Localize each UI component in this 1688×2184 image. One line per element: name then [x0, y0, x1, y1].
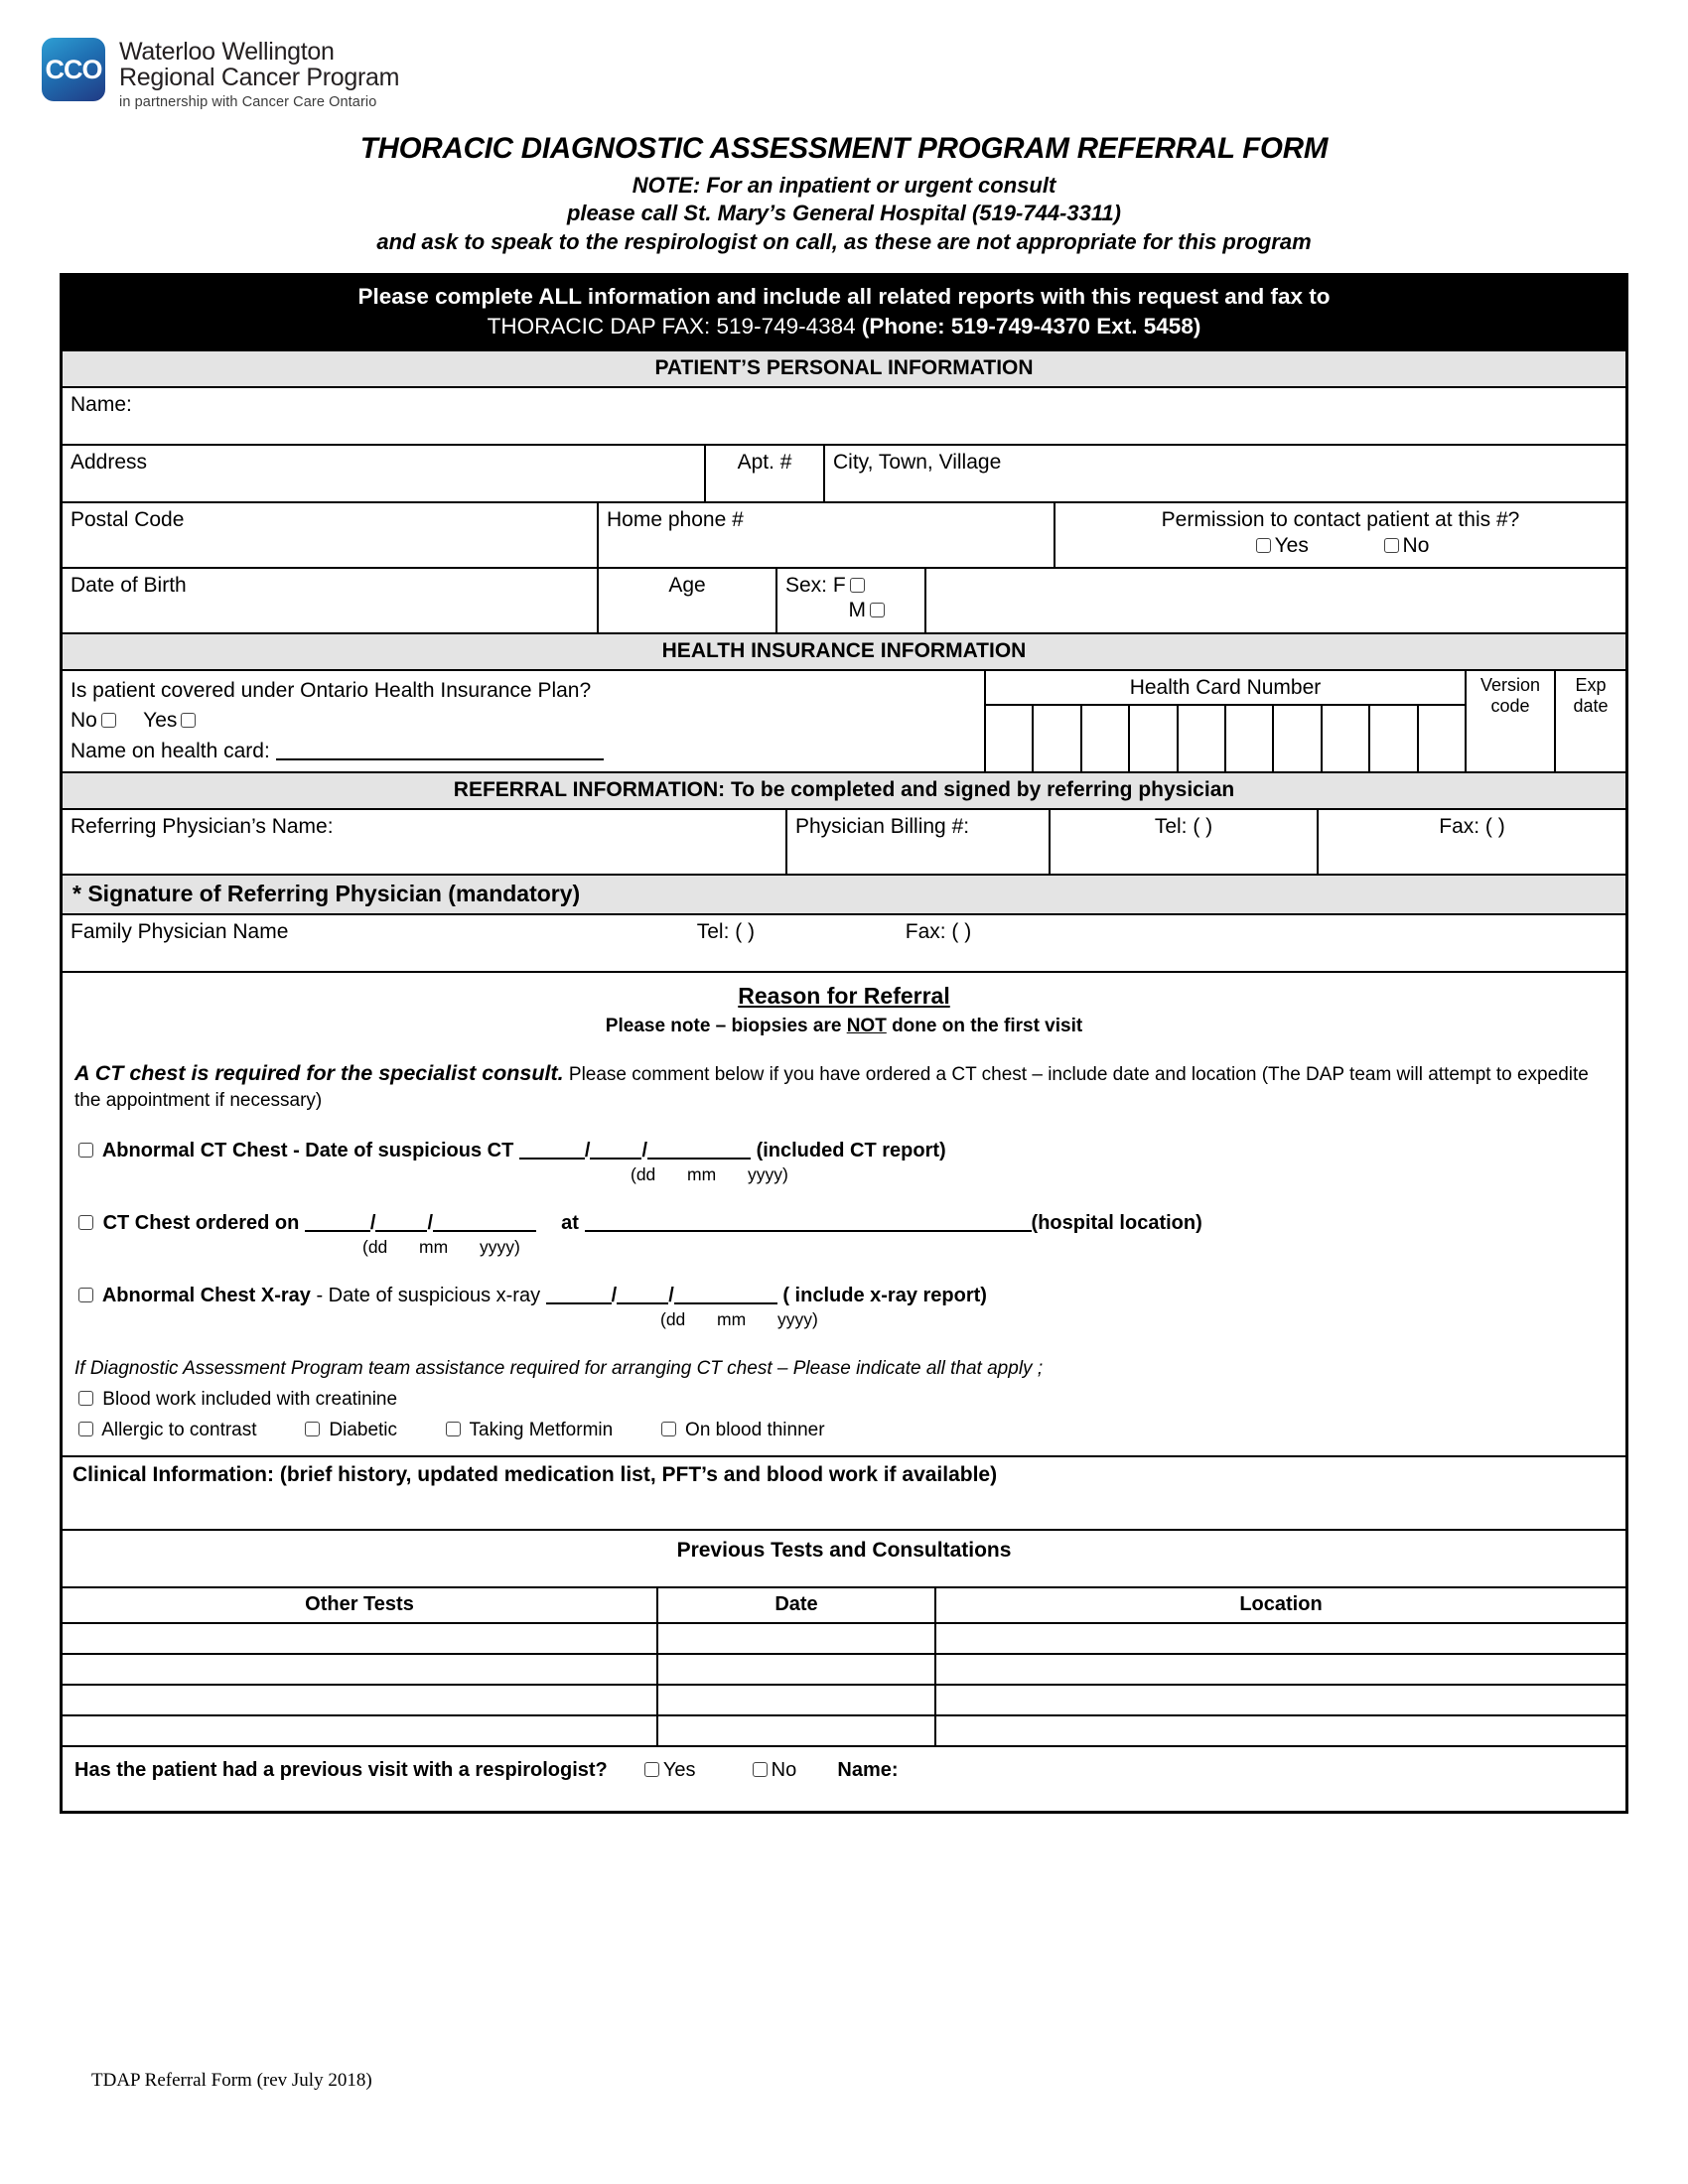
- date-hint-yyyy: yyyy): [479, 1237, 520, 1258]
- biopsy-note: [74, 1016, 1614, 1037]
- note-line-3: and ask to speak to the respirologist on call, as these are not appropriate for this program: [376, 228, 1312, 254]
- form-footer: TDAP Referral Form (rev July 2018): [91, 2070, 372, 2091]
- allergic-to-contrast-label: Allergic to contrast: [101, 1420, 257, 1441]
- permission-to-contact-group: [1055, 503, 1625, 567]
- cell-location[interactable]: [936, 1686, 1625, 1714]
- clinical-information-row: [63, 1457, 1625, 1531]
- billing-number-label: Physician Billing #:: [795, 814, 970, 838]
- clinical-information-label: Clinical Information: (brief history, updated medication list, PFT’s and blood work if available): [72, 1463, 998, 1487]
- cell-other-tests[interactable]: [63, 1624, 658, 1653]
- age-field[interactable]: [599, 569, 777, 632]
- cell-other-tests[interactable]: [63, 1716, 658, 1745]
- cell-location[interactable]: [936, 1655, 1625, 1684]
- date-hint-mm: mm: [419, 1237, 449, 1258]
- health-card-digit-box[interactable]: [1419, 706, 1465, 771]
- allergic-to-contrast-checkbox[interactable]: [78, 1422, 93, 1436]
- dob-label: Date of Birth: [70, 573, 187, 597]
- biopsy-note-not: NOT: [846, 1015, 887, 1036]
- permission-label: Permission to contact patient at this #?: [1161, 507, 1520, 531]
- banner-line-1: Please complete ALL information and include all related reports with this request and fax to: [357, 283, 1331, 309]
- fax-banner: [63, 276, 1625, 349]
- reason-heading: Reason for Referral: [738, 982, 950, 1009]
- postal-phone-row: [63, 503, 1625, 569]
- note-line-2: please call St. Mary’s General Hospital (519-744-3311): [566, 201, 1122, 226]
- patient-name-field[interactable]: [63, 388, 1625, 444]
- on-blood-thinner-label: On blood thinner: [685, 1420, 825, 1441]
- abnormal-chest-xray-mid: - Date of suspicious x-ray: [316, 1285, 541, 1307]
- ct-chest-ordered-option: CT Chest ordered on / / at (hospital location) (dd mm yyyy): [74, 1211, 1614, 1258]
- respirologist-no-checkbox[interactable]: [753, 1762, 768, 1777]
- biopsy-note-pre: Please note – biopsies are: [605, 1015, 847, 1036]
- xray-dd-input[interactable]: [546, 1284, 612, 1304]
- respirologist-yes-checkbox[interactable]: [644, 1762, 659, 1777]
- ct-required-rest: Please comment below if you have ordered a CT chest – include date and location (The DAP team will attempt to expedite the appointment if necessary): [74, 1063, 1589, 1111]
- abnormal-ct-chest-option: Abnormal CT Chest - Date of suspicious CT / / (included CT report) (dd mm yyyy): [74, 1139, 1614, 1185]
- health-card-digit-box[interactable]: [1274, 706, 1322, 771]
- section-header-insurance: HEALTH INSURANCE INFORMATION: [63, 634, 1625, 671]
- dob-row: [63, 569, 1625, 634]
- health-card-digit-box[interactable]: [1082, 706, 1130, 771]
- banner-fax: THORACIC DAP FAX: 519-749-4384: [487, 313, 862, 339]
- health-card-digit-box[interactable]: [1179, 706, 1226, 771]
- taking-metformin-checkbox[interactable]: [446, 1422, 461, 1436]
- section-header-patient: PATIENT’S PERSONAL INFORMATION: [63, 351, 1625, 388]
- cell-date[interactable]: [658, 1624, 936, 1653]
- ct-ordered-dd-input[interactable]: [305, 1211, 370, 1232]
- cco-logo-text: CCO: [45, 54, 102, 84]
- logo-line-2: Regional Cancer Program: [119, 63, 400, 91]
- blood-work-creatinine-checkbox[interactable]: [78, 1391, 93, 1406]
- logo-line-3: in partnership with Cancer Care Ontario: [119, 94, 377, 110]
- logo-line-1: Waterloo Wellington: [119, 38, 335, 66]
- sex-female-checkbox[interactable]: [850, 578, 865, 593]
- health-card-digit-box[interactable]: [1034, 706, 1081, 771]
- ohip-no-label: No: [70, 708, 97, 732]
- permission-yes-label: Yes: [1274, 533, 1309, 557]
- cell-other-tests[interactable]: [63, 1655, 658, 1684]
- city-field[interactable]: [825, 446, 1625, 501]
- name-on-card-row: [70, 739, 976, 763]
- fax-banner-row: [63, 276, 1625, 351]
- reason-for-referral-section: [63, 973, 1625, 1456]
- banner-line-2: [67, 314, 1621, 340]
- date-hint-yyyy: yyyy): [776, 1309, 818, 1330]
- form-table: [60, 273, 1628, 1815]
- exp-date-label: Exp date: [1573, 674, 1609, 716]
- permission-no-label: No: [1402, 533, 1430, 557]
- date-hint-dd: (dd: [362, 1237, 388, 1258]
- ohip-question: Is patient covered under Ontario Health Insurance Plan?: [70, 678, 592, 702]
- on-blood-thinner-checkbox[interactable]: [661, 1422, 676, 1436]
- ohip-yes-label: Yes: [143, 708, 178, 732]
- abnormal-ct-chest-label: Abnormal CT Chest - Date of suspicious CT: [101, 1140, 514, 1162]
- family-physician-tel-label: Tel: ( ): [696, 919, 756, 943]
- family-physician-row: [63, 915, 1625, 973]
- abnormal-chest-xray-suffix: ( include x-ray report): [782, 1285, 987, 1307]
- respirologist-yes-label: Yes: [662, 1759, 696, 1782]
- referring-physician-name-field[interactable]: [63, 810, 787, 874]
- dob-field[interactable]: [63, 569, 599, 632]
- health-card-digit-box[interactable]: [1130, 706, 1178, 771]
- sex-female-row: [785, 574, 916, 598]
- abnormal-chest-xray-label: Abnormal Chest X-ray: [101, 1285, 311, 1307]
- table-row[interactable]: [63, 1686, 1625, 1716]
- ct-chest-ordered-label: CT Chest ordered on: [102, 1212, 300, 1235]
- date-hint-dd: (dd: [631, 1164, 656, 1185]
- respirologist-no-label: No: [771, 1759, 797, 1782]
- ohip-choices: [70, 709, 976, 733]
- note-line-1: NOTE: For an inpatient or urgent consult: [632, 172, 1056, 198]
- diabetic-checkbox[interactable]: [305, 1422, 320, 1436]
- dob-spare-cell: [926, 569, 1625, 632]
- previous-tests-table-header: [63, 1588, 1625, 1624]
- cell-other-tests[interactable]: [63, 1686, 658, 1714]
- organization-logo: [0, 0, 1688, 110]
- name-on-card-input[interactable]: [276, 739, 604, 760]
- cell-date[interactable]: [658, 1655, 936, 1684]
- city-label: City, Town, Village: [833, 450, 1002, 474]
- postal-code-label: Postal Code: [70, 507, 185, 531]
- banner-phone: (Phone: 519-749-4370 Ext. 5458): [861, 313, 1201, 339]
- cell-location[interactable]: [936, 1624, 1625, 1653]
- ct-required-paragraph: [74, 1059, 1614, 1114]
- referring-physician-name-label: Referring Physician’s Name:: [70, 814, 334, 838]
- ct-ordered-yyyy-input[interactable]: [433, 1211, 536, 1232]
- column-header-other-tests: Other Tests: [63, 1588, 658, 1622]
- health-card-number-label: Health Card Number: [986, 671, 1465, 706]
- logo-wordmark: [119, 38, 399, 110]
- ct-ordered-at-label: at: [561, 1212, 579, 1235]
- table-row[interactable]: [63, 1624, 1625, 1655]
- date-hint-yyyy: yyyy): [747, 1164, 788, 1185]
- health-card-digit-box[interactable]: [986, 706, 1034, 771]
- postal-code-field[interactable]: [63, 503, 599, 567]
- assist-options-row-1: [74, 1389, 1614, 1411]
- insurance-row: [63, 671, 1625, 773]
- permission-yes-checkbox[interactable]: [1256, 538, 1271, 553]
- column-header-location: Location: [1239, 1593, 1323, 1616]
- abnormal-ct-yyyy-input[interactable]: [647, 1139, 751, 1160]
- signature-label: * Signature of Referring Physician (mandatory): [72, 880, 581, 906]
- age-label: Age: [668, 573, 706, 597]
- sex-field: [777, 569, 926, 632]
- cell-date[interactable]: [658, 1716, 936, 1745]
- abnormal-ct-dd-input[interactable]: [519, 1139, 585, 1160]
- version-code-field[interactable]: [1467, 671, 1556, 771]
- previous-tests-heading-row: [63, 1531, 1625, 1588]
- ct-ordered-location-input[interactable]: [585, 1211, 1032, 1232]
- ct-ordered-suffix: (hospital location): [1031, 1212, 1202, 1235]
- family-physician-label: Family Physician Name: [70, 919, 289, 943]
- abnormal-chest-xray-option: Abnormal Chest X-ray - Date of suspicious x-ray / / ( include x-ray report) (dd mm yyyy): [74, 1284, 1614, 1330]
- permission-choices: [1063, 534, 1618, 558]
- abnormal-ct-mm-input[interactable]: [590, 1139, 641, 1160]
- respirologist-visit-group: [63, 1747, 1625, 1811]
- family-physician-field[interactable]: [63, 915, 1625, 971]
- home-phone-label: Home phone #: [607, 507, 744, 531]
- family-physician-fax-label: Fax: ( ): [905, 919, 972, 943]
- address-field[interactable]: [63, 446, 706, 501]
- diabetic-label: Diabetic: [329, 1420, 398, 1441]
- ct-ordered-date-hint: [74, 1237, 1614, 1258]
- cco-logo-icon: [42, 38, 105, 101]
- cell-location[interactable]: [936, 1716, 1625, 1745]
- assist-options-row-2: [74, 1420, 1614, 1441]
- ct-required-bold: A CT chest is required for the specialist consult.: [74, 1060, 564, 1085]
- apt-label: Apt. #: [737, 450, 792, 474]
- sex-male-checkbox[interactable]: [870, 603, 885, 617]
- version-code-label: Version code: [1479, 674, 1541, 716]
- cell-date[interactable]: [658, 1686, 936, 1714]
- xray-mm-input[interactable]: [617, 1284, 668, 1304]
- health-card-group: [986, 671, 1625, 771]
- address-row: [63, 446, 1625, 503]
- section-header-referral: REFERRAL INFORMATION: To be completed and signed by referring physician: [63, 773, 1625, 810]
- referring-fax-label: Fax: ( ): [1439, 814, 1505, 838]
- sex-female-label: Sex: F: [785, 573, 846, 597]
- patient-name-label: Name:: [70, 392, 132, 416]
- respirologist-question: Has the patient had a previous visit with a respirologist?: [74, 1759, 608, 1782]
- previous-tests-heading: Previous Tests and Consultations: [676, 1539, 1012, 1563]
- health-card-digit-box[interactable]: [1226, 706, 1274, 771]
- blood-work-creatinine-label: Blood work included with creatinine: [102, 1389, 398, 1411]
- ohip-question-group: [63, 671, 986, 771]
- sex-male-row: [785, 599, 916, 622]
- health-card-number-boxes[interactable]: [986, 706, 1465, 771]
- column-header-date: Date: [658, 1588, 936, 1622]
- ct-chest-ordered-checkbox[interactable]: [78, 1215, 93, 1230]
- referring-tel-label: Tel: ( ): [1154, 814, 1213, 838]
- abnormal-ct-date-hint: [74, 1164, 1614, 1185]
- abnormal-chest-xray-checkbox[interactable]: [78, 1288, 93, 1302]
- xray-yyyy-input[interactable]: [674, 1284, 777, 1304]
- table-row[interactable]: [63, 1655, 1625, 1686]
- billing-number-field[interactable]: [787, 810, 1051, 874]
- respirologist-name-label: Name:: [837, 1759, 899, 1782]
- date-hint-mm: mm: [717, 1309, 747, 1330]
- dap-assistance-note: If Diagnostic Assessment Program team assistance required for arranging CT chest – Please indicate all that apply ;: [74, 1358, 1044, 1380]
- reason-for-referral-row: [63, 973, 1625, 1458]
- address-label: Address: [70, 450, 148, 474]
- ct-ordered-mm-input[interactable]: [375, 1211, 427, 1232]
- ohip-no-checkbox[interactable]: [101, 713, 116, 728]
- home-phone-field[interactable]: [599, 503, 1055, 567]
- referring-physician-row: [63, 810, 1625, 876]
- health-card-digit-box[interactable]: [1370, 706, 1418, 771]
- date-hint-dd: (dd: [660, 1309, 686, 1330]
- name-on-card-label: Name on health card:: [70, 739, 270, 762]
- taking-metformin-label: Taking Metformin: [469, 1420, 614, 1441]
- xray-date-hint: [74, 1309, 1614, 1330]
- sex-male-label: M: [848, 598, 866, 621]
- clinical-information-field[interactable]: [63, 1457, 1625, 1529]
- apt-field[interactable]: [706, 446, 825, 501]
- urgent-consult-note: [0, 172, 1688, 257]
- abnormal-ct-suffix: (included CT report): [756, 1140, 946, 1162]
- page-title: THORACIC DIAGNOSTIC ASSESSMENT PROGRAM REFERRAL FORM: [359, 131, 1329, 165]
- signature-field[interactable]: [63, 876, 1625, 913]
- referring-fax-field[interactable]: [1319, 810, 1625, 874]
- exp-date-field[interactable]: [1556, 671, 1625, 771]
- date-hint-mm: mm: [687, 1164, 717, 1185]
- table-row[interactable]: [63, 1716, 1625, 1747]
- signature-row: [63, 876, 1625, 915]
- name-row: [63, 388, 1625, 446]
- ohip-yes-checkbox[interactable]: [181, 713, 196, 728]
- referring-tel-field[interactable]: [1051, 810, 1319, 874]
- abnormal-ct-chest-checkbox[interactable]: [78, 1143, 93, 1158]
- permission-no-checkbox[interactable]: [1384, 538, 1399, 553]
- biopsy-note-post: done on the first visit: [886, 1015, 1083, 1036]
- respirologist-visit-row: [63, 1747, 1625, 1811]
- health-card-digit-box[interactable]: [1323, 706, 1370, 771]
